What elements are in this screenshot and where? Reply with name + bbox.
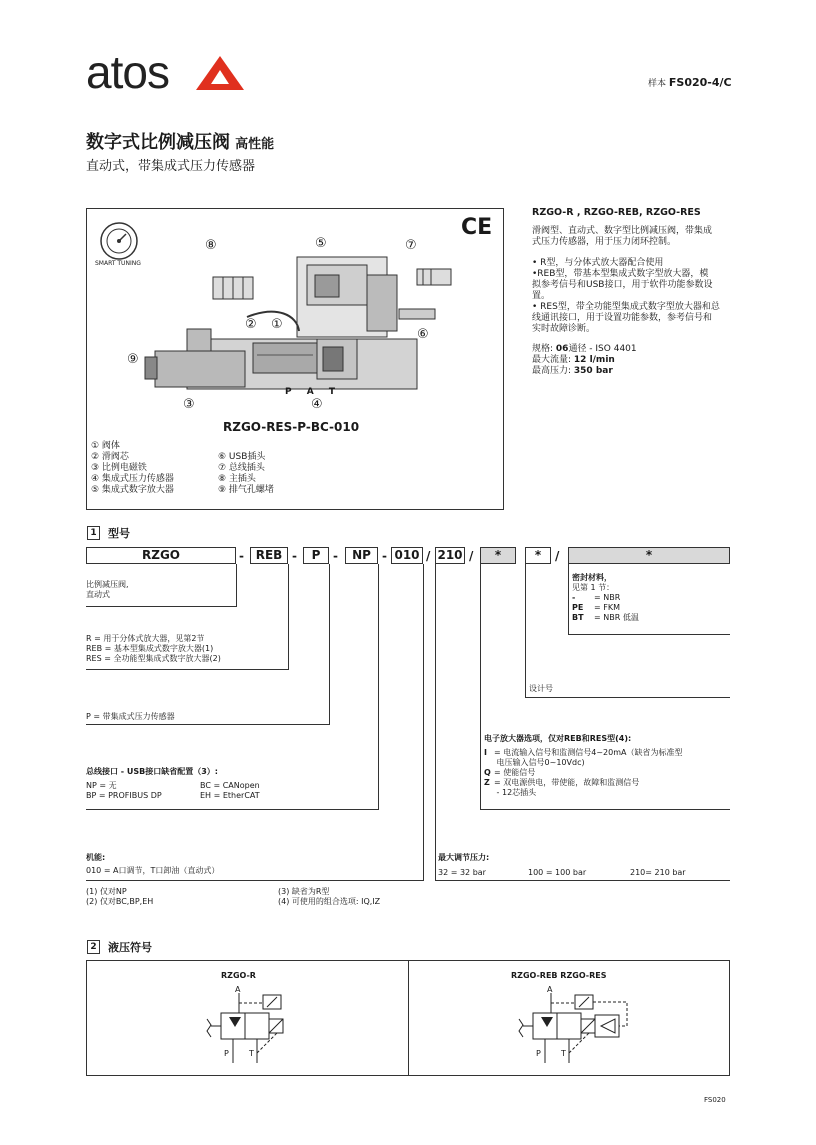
port-t-right: T: [561, 1049, 566, 1058]
footnotes-left: (1) 仅对NP (2) 仅对BC,BP,EH: [86, 887, 154, 906]
footnotes-right: (3) 缺省为R型 (4) 可使用的组合选项: IQ,IZ: [278, 887, 381, 906]
leader-line: [86, 669, 289, 670]
legend-item: ⑦ 总线插头: [218, 463, 265, 473]
title-main: 数字式比例减压阀: [86, 132, 230, 153]
leader-line: [378, 564, 379, 809]
leader-line: [423, 564, 424, 880]
max-pressure-210: 210= 210 bar: [630, 868, 686, 877]
legend-item: ② 滑阀芯: [91, 452, 129, 462]
leader-line: [525, 697, 730, 698]
code-box-p: P: [303, 547, 329, 564]
code-box-210: 210: [435, 547, 465, 564]
leader-line: [86, 880, 424, 881]
section-1-number: 1: [87, 526, 100, 540]
spec-pressure: 最高压力: 350 bar: [532, 366, 613, 376]
separator: /: [555, 549, 560, 563]
leader-line: [86, 606, 237, 607]
function-option: 机能: 010 = A口调节，T口卸油（直动式）: [86, 853, 220, 875]
intro-p2-line: • R型，与分体式放大器配合使用: [532, 258, 664, 268]
symbol-right-title: RZGO-REB RZGO-RES: [511, 971, 607, 980]
code-box-rzgo: RZGO: [86, 547, 236, 564]
spec-flow: 最大流量: 12 l/min: [532, 355, 615, 365]
hydraulic-symbols-box: [86, 960, 730, 1076]
ce-mark: CE: [461, 215, 493, 240]
legend-right: [218, 452, 274, 496]
separator: /: [426, 549, 431, 563]
leader-line: [86, 724, 330, 725]
code-box-010: 010: [391, 547, 423, 564]
footer-code: FS020: [704, 1096, 726, 1104]
title-suffix: 高性能: [235, 137, 275, 152]
page-subtitle: 直动式，带集成式压力传感器: [86, 159, 256, 174]
callout-9: ⑨: [127, 352, 139, 367]
divider: [408, 961, 409, 1075]
intro-p3-line: • RES型，带全功能型集成式数字型放大器和总: [532, 302, 720, 312]
leader-line: [236, 564, 237, 606]
page-title: [86, 128, 274, 154]
callout-3: ③: [183, 397, 195, 412]
legend-item: ③ 比例电磁铁: [91, 463, 147, 473]
intro-text: [532, 207, 720, 377]
legend-left: [91, 441, 174, 496]
intro-p3-line: 实时故障诊断。: [532, 324, 596, 334]
code-box-np: NP: [345, 547, 378, 564]
intro-p3-line: 线通讯接口，用于设置功能参数，参考信号和: [532, 313, 713, 323]
svg-text:atos: atos: [86, 50, 169, 94]
intro-p1-line: 滑阀型、直动式、数字型比例减压阀，带集成: [532, 226, 713, 236]
callout-4: ④: [311, 397, 323, 412]
smart-tuning-label: SMART TUNING: [95, 260, 141, 267]
port-p-left: P: [224, 1049, 229, 1058]
separator: -: [333, 549, 338, 563]
leader-line: [86, 809, 379, 810]
leader-line: [480, 564, 481, 809]
spec-size: 规格: 06通径 - ISO 4401: [532, 344, 637, 354]
intro-p2-line: 拟参考信号和USB接口，用于软件功能参数设: [532, 280, 713, 290]
legend-item: ⑥ USB插头: [218, 452, 266, 462]
legend-item: ⑤ 集成式数字放大器: [91, 485, 174, 495]
bus-interface-right: BC = CANopen EH = EtherCAT: [200, 781, 260, 800]
max-pressure-32: 32 = 32 bar: [438, 868, 486, 877]
leader-line: [568, 634, 730, 635]
legend-item: ① 阀体: [91, 441, 120, 451]
intro-p2-line: 置。: [532, 291, 551, 301]
hydraulic-symbol-reb-res: [511, 983, 651, 1073]
leader-line: [568, 564, 569, 634]
section-1-title: 型号: [108, 527, 130, 540]
seal-options: 密封材料， 见第 1 节： - = NBR PE = FKM BT = NBR 低温: [572, 573, 639, 622]
intro-p1-line: 式压力传感器，用于压力闭环控制。: [532, 237, 677, 247]
catalog-label: 样本: [648, 79, 667, 89]
port-a-left: A: [235, 985, 241, 994]
callout-5: ⑤: [315, 236, 327, 251]
code-box-electronics: *: [480, 547, 516, 564]
legend-item: ④ 集成式压力传感器: [91, 474, 174, 484]
port-t-left: T: [249, 1049, 254, 1058]
leader-line: [435, 564, 436, 880]
callout-1: ①: [271, 317, 283, 332]
leader-line: [435, 880, 730, 881]
separator: -: [239, 549, 244, 563]
bus-interface: 总线接口 - USB接口缺省配置（3）: NP = 无 BP = PROFIBUS DP: [86, 767, 219, 800]
sensor-option: P = 带集成式压力传感器: [86, 712, 175, 721]
port-p-right: P: [536, 1049, 541, 1058]
valve-desc: 比例减压阀, 直动式: [86, 580, 129, 599]
leader-line: [480, 809, 730, 810]
legend-item: ⑨ 排气孔螺堵: [218, 485, 274, 495]
callout-8: ⑧: [205, 238, 217, 253]
code-box-seals: *: [568, 547, 730, 564]
electronics-options: 电子放大器选项，仅对REB和RES型(4): I = 电流输入信号和监测信号4~20mA（缺省为标准型 电压输入信号0~10Vdc) Q = 使能信号 Z = 双电源供电，带使能，故障和监测信号 - 12芯插头: [484, 734, 683, 797]
separator: -: [292, 549, 297, 563]
port-a-right: A: [547, 985, 553, 994]
callout-7: ⑦: [405, 238, 417, 253]
leader-line: [288, 564, 289, 669]
catalog-ref: [648, 77, 732, 90]
section-2-number: 2: [87, 940, 100, 954]
amplifier-options: R = 用于分体式放大器，见第2节 REB = 基本型集成式数字放大器(1) RES = 全功能型集成式数字放大器(2): [86, 634, 221, 663]
section-2-title: 液压符号: [108, 941, 152, 954]
valve-illustration: [127, 235, 467, 411]
separator: -: [382, 549, 387, 563]
hydraulic-symbol-r: [199, 983, 309, 1073]
leader-line: [329, 564, 330, 724]
separator: /: [469, 549, 474, 563]
atos-logo: [86, 50, 246, 94]
catalog-code: FS020-4/C: [668, 76, 732, 89]
model-caption: RZGO-RES-P-BC-010: [223, 420, 360, 434]
port-labels: P A T: [285, 387, 341, 397]
max-pressure-100: 100 = 100 bar: [528, 868, 587, 877]
design-number: 设计号: [529, 684, 553, 693]
intro-p2-line: •REB型，带基本型集成式数字型放大器，模: [532, 269, 709, 279]
figure-box: [86, 208, 504, 510]
callout-6: ⑥: [417, 327, 429, 342]
code-box-reb: REB: [250, 547, 288, 564]
max-pressure-options: 最大调节压力:: [438, 853, 490, 862]
code-box-design: *: [525, 547, 551, 564]
intro-heading: RZGO-R , RZGO-REB, RZGO-RES: [532, 207, 701, 218]
legend-item: ⑧ 主插头: [218, 474, 256, 484]
callout-2: ②: [245, 317, 257, 332]
symbol-left-title: RZGO-R: [221, 971, 256, 980]
leader-line: [525, 564, 526, 697]
